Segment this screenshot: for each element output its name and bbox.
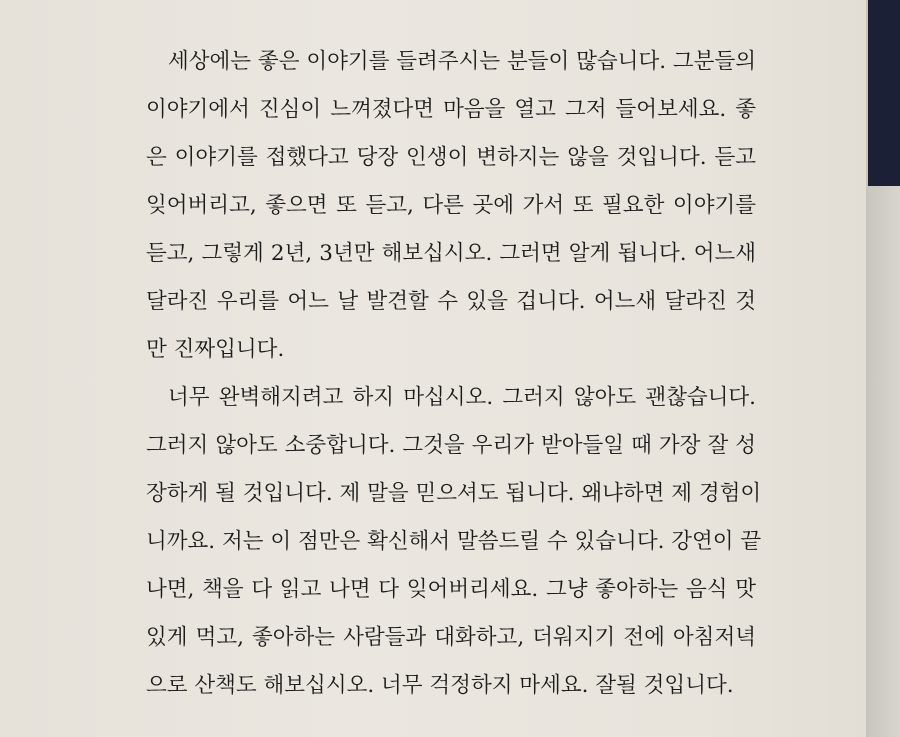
text-line: 니까요. 저는 이 점만은 확신해서 말씀드릴 수 있습니다. 강연이 끝 xyxy=(146,529,762,554)
text-line: 으로 산책도 해보십시오. 너무 걱정하지 마세요. 잘될 것입니다. xyxy=(146,673,734,698)
body-text xyxy=(146,38,762,710)
text-line: 너무 완벽해지려고 하지 마십시오. 그러지 않아도 괜찮습니다. xyxy=(168,385,756,410)
text-line: 달라진 우리를 어느 날 발견할 수 있을 겁니다. 어느새 달라진 것 xyxy=(146,289,756,314)
text-line: 세상에는 좋은 이야기를 들려주시는 분들이 많습니다. 그분들의 xyxy=(168,49,756,74)
text-line: 그러지 않아도 소중합니다. 그것을 우리가 받아들일 때 가장 잘 성 xyxy=(146,433,756,458)
background-surface xyxy=(868,186,900,737)
text-line: 잊어버리고, 좋으면 또 듣고, 다른 곳에 가서 또 필요한 이야기를 xyxy=(146,193,756,218)
text-line: 장하게 될 것입니다. 제 말을 믿으셔도 됩니다. 왜냐하면 제 경험이 xyxy=(146,481,762,506)
text-line: 있게 먹고, 좋아하는 사람들과 대화하고, 더워지기 전에 아침저녁 xyxy=(146,625,756,650)
book-cover-edge xyxy=(868,0,900,186)
paragraph-1 xyxy=(146,38,756,374)
paragraph-2 xyxy=(146,374,762,710)
text-line: 이야기에서 진심이 느껴졌다면 마음을 열고 그저 들어보세요. 좋 xyxy=(146,97,756,122)
text-line: 은 이야기를 접했다고 당장 인생이 변하지는 않을 것입니다. 듣고 xyxy=(146,145,756,170)
text-line: 듣고, 그렇게 2년, 3년만 해보십시오. 그러면 알게 됩니다. 어느새 xyxy=(146,241,756,266)
text-line: 만 진짜입니다. xyxy=(146,337,285,362)
text-line: 나면, 책을 다 읽고 나면 다 잊어버리세요. 그냥 좋아하는 음식 맛 xyxy=(146,577,756,602)
